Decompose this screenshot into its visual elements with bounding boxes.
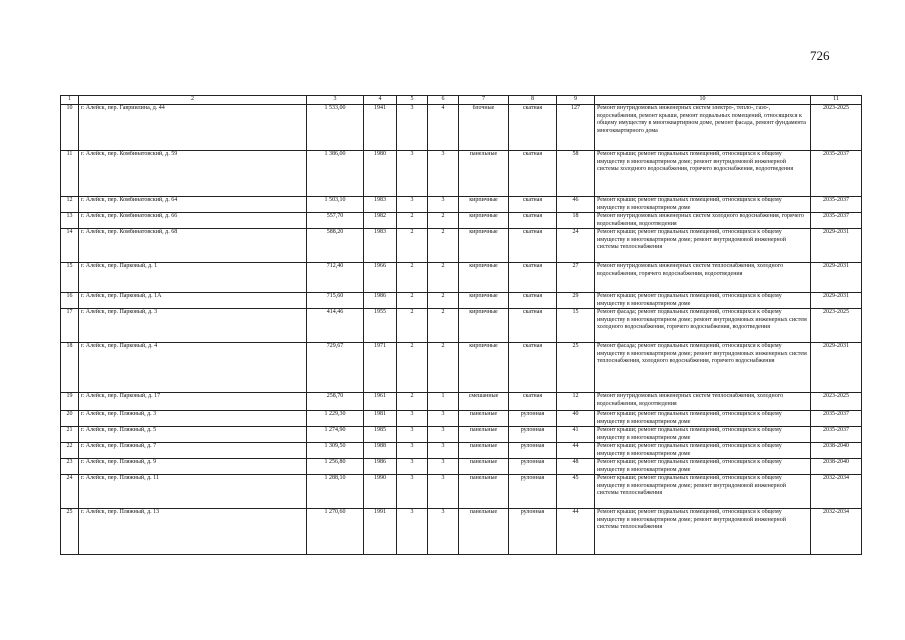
period-cell: 2032-2034 (811, 509, 862, 555)
table-row (61, 427, 862, 443)
period-cell: 2023-2025 (811, 309, 862, 343)
table-row (61, 443, 862, 459)
address-cell: г. Алейск, пер. Пляжный, д. 9 (79, 459, 307, 475)
row-number: 21 (61, 427, 79, 443)
wall-material-cell: смешанные (459, 393, 509, 411)
table-row (61, 475, 862, 509)
residents-cell: 29 (557, 293, 595, 309)
entrances-cell: 3 (428, 443, 459, 459)
column-number: 4 (364, 96, 397, 105)
year-cell: 1986 (364, 459, 397, 475)
column-number: 3 (307, 96, 364, 105)
entrances-cell: 3 (428, 411, 459, 427)
year-cell: 1985 (364, 427, 397, 443)
floors-cell: 3 (397, 105, 428, 151)
works-cell: Ремонт крыши; ремонт подвальных помещений, относящихся к общему имуществу в многоквартирном доме (595, 411, 811, 427)
year-cell: 1986 (364, 293, 397, 309)
row-number: 12 (61, 197, 79, 213)
floors-cell: 2 (397, 393, 428, 411)
area-cell: 1 256,80 (307, 459, 364, 475)
year-cell: 1988 (364, 443, 397, 459)
year-cell: 1991 (364, 509, 397, 555)
column-number: 6 (428, 96, 459, 105)
table-row (61, 309, 862, 343)
area-cell: 258,70 (307, 393, 364, 411)
year-cell: 1966 (364, 263, 397, 293)
wall-material-cell: кирпичные (459, 229, 509, 263)
row-number: 18 (61, 343, 79, 393)
residents-cell: 45 (557, 475, 595, 509)
wall-material-cell: панельные (459, 427, 509, 443)
area-cell: 729,67 (307, 343, 364, 393)
address-cell: г. Алейск, пер. Комбинатовский, д. 64 (79, 197, 307, 213)
roof-type-cell: рулонная (509, 427, 557, 443)
address-cell: г. Алейск, пер. Парковый, д. 1А (79, 293, 307, 309)
entrances-cell: 3 (428, 151, 459, 197)
residents-cell: 18 (557, 213, 595, 229)
row-number: 24 (61, 475, 79, 509)
row-number: 16 (61, 293, 79, 309)
wall-material-cell: кирпичные (459, 197, 509, 213)
column-number: 2 (79, 96, 307, 105)
floors-cell: 3 (397, 459, 428, 475)
floors-cell: 3 (397, 411, 428, 427)
area-cell: 1 288,10 (307, 475, 364, 509)
floors-cell: 2 (397, 263, 428, 293)
entrances-cell: 2 (428, 229, 459, 263)
row-number: 17 (61, 309, 79, 343)
table-row (61, 459, 862, 475)
roof-type-cell: скатная (509, 197, 557, 213)
entrances-cell: 2 (428, 309, 459, 343)
table-row (61, 229, 862, 263)
wall-material-cell: кирпичные (459, 263, 509, 293)
area-cell: 414,46 (307, 309, 364, 343)
floors-cell: 3 (397, 151, 428, 197)
column-number: 1 (61, 96, 79, 105)
address-cell: г. Алейск, пер. Комбинатовский, д. 59 (79, 151, 307, 197)
floors-cell: 2 (397, 213, 428, 229)
row-number: 22 (61, 443, 79, 459)
area-cell: 1 270,60 (307, 509, 364, 555)
page-number: 726 (810, 48, 830, 63)
address-cell: г. Алейск, пер. Парковый, д. 3 (79, 309, 307, 343)
column-number-row (61, 96, 862, 105)
roof-type-cell: скатная (509, 309, 557, 343)
wall-material-cell: панельные (459, 475, 509, 509)
residents-cell: 24 (557, 229, 595, 263)
address-cell: г. Алейск, пер. Пляжный, д. 11 (79, 475, 307, 509)
period-cell: 2029-2031 (811, 229, 862, 263)
roof-type-cell: скатная (509, 151, 557, 197)
area-cell: 588,20 (307, 229, 364, 263)
floors-cell: 3 (397, 427, 428, 443)
table-row (61, 393, 862, 411)
period-cell: 2032-2034 (811, 475, 862, 509)
wall-material-cell: кирпичные (459, 293, 509, 309)
area-cell: 1 309,50 (307, 443, 364, 459)
period-cell: 2035-2037 (811, 213, 862, 229)
residents-cell: 27 (557, 263, 595, 293)
column-number: 7 (459, 96, 509, 105)
row-number: 15 (61, 263, 79, 293)
roof-type-cell: скатная (509, 229, 557, 263)
address-cell: г. Алейск, пер. Пляжный, д. 3 (79, 411, 307, 427)
roof-type-cell: скатная (509, 293, 557, 309)
works-cell: Ремонт крыши; ремонт подвальных помещений, относящихся к общему имуществу в многоквартирном доме (595, 427, 811, 443)
address-cell: г. Алейск, пер. Пляжный, д. 13 (79, 509, 307, 555)
roof-type-cell: скатная (509, 213, 557, 229)
year-cell: 1983 (364, 197, 397, 213)
area-cell: 715,60 (307, 293, 364, 309)
year-cell: 1971 (364, 343, 397, 393)
floors-cell: 2 (397, 229, 428, 263)
roof-type-cell: рулонная (509, 459, 557, 475)
works-cell: Ремонт крыши; ремонт подвальных помещений, относящихся к общему имуществу в многоквартирном доме (595, 197, 811, 213)
table-row (61, 263, 862, 293)
residents-cell: 40 (557, 411, 595, 427)
entrances-cell: 1 (428, 393, 459, 411)
table-row (61, 293, 862, 309)
wall-material-cell: кирпичные (459, 309, 509, 343)
entrances-cell: 2 (428, 293, 459, 309)
entrances-cell: 3 (428, 197, 459, 213)
works-cell: Ремонт крыши; ремонт подвальных помещений, относящихся к общему имуществу в многоквартирном доме (595, 293, 811, 309)
wall-material-cell: панельные (459, 443, 509, 459)
year-cell: 1981 (364, 411, 397, 427)
table-row (61, 105, 862, 151)
works-cell: Ремонт фасада; ремонт подвальных помещений, относящихся к общему имуществу в многоквартирном доме; ремонт внутридомовых инженерных систем теплоснабжения, холодного водоснабжения, горячего водоснабжения (595, 343, 811, 393)
residents-cell: 44 (557, 509, 595, 555)
entrances-cell: 3 (428, 427, 459, 443)
floors-cell: 2 (397, 293, 428, 309)
wall-material-cell: кирпичные (459, 213, 509, 229)
column-number: 9 (557, 96, 595, 105)
address-cell: г. Алейск, пер. Парковый, д. 1 (79, 263, 307, 293)
wall-material-cell: панельные (459, 411, 509, 427)
entrances-cell: 3 (428, 475, 459, 509)
works-cell: Ремонт крыши; ремонт подвальных помещений, относящихся к общему имуществу в многоквартирном доме; ремонт внутридомовой инженерной системы теплоснабжения (595, 509, 811, 555)
wall-material-cell: панельные (459, 151, 509, 197)
year-cell: 1941 (364, 105, 397, 151)
entrances-cell: 3 (428, 459, 459, 475)
period-cell: 2038-2040 (811, 443, 862, 459)
row-number: 11 (61, 151, 79, 197)
period-cell: 2035-2037 (811, 151, 862, 197)
residents-cell: 41 (557, 427, 595, 443)
works-cell: Ремонт внутридомовых инженерных систем теплоснабжения, холодного водоснабжения, водоотведения (595, 393, 811, 411)
area-cell: 1 274,90 (307, 427, 364, 443)
row-number: 25 (61, 509, 79, 555)
area-cell: 557,70 (307, 213, 364, 229)
roof-type-cell: скатная (509, 393, 557, 411)
residents-cell: 25 (557, 343, 595, 393)
period-cell: 2035-2037 (811, 411, 862, 427)
works-cell: Ремонт крыши; ремонт подвальных помещений, относящихся к общему имуществу в многоквартирном доме; ремонт внутридомовой инженерной системы холодного водоснабжения, горячего водоснабжения, водоотведения (595, 151, 811, 197)
table-row (61, 343, 862, 393)
floors-cell: 3 (397, 475, 428, 509)
year-cell: 1982 (364, 213, 397, 229)
residents-cell: 12 (557, 393, 595, 411)
address-cell: г. Алейск, пер. Комбинатовский, д. 68 (79, 229, 307, 263)
period-cell: 2035-2037 (811, 427, 862, 443)
works-cell: Ремонт внутридомовых инженерных систем теплоснабжения, холодного водоснабжения, горячего водоснабжения, водоотведения (595, 263, 811, 293)
roof-type-cell: рулонная (509, 443, 557, 459)
wall-material-cell: блочные (459, 105, 509, 151)
row-number: 20 (61, 411, 79, 427)
period-cell: 2035-2037 (811, 197, 862, 213)
roof-type-cell: скатная (509, 343, 557, 393)
year-cell: 1983 (364, 229, 397, 263)
year-cell: 1980 (364, 151, 397, 197)
year-cell: 1955 (364, 309, 397, 343)
entrances-cell: 2 (428, 263, 459, 293)
wall-material-cell: панельные (459, 509, 509, 555)
address-cell: г. Алейск, пер. Пляжный, д. 7 (79, 443, 307, 459)
residents-cell: 58 (557, 151, 595, 197)
entrances-cell: 4 (428, 105, 459, 151)
row-number: 10 (61, 105, 79, 151)
works-cell: Ремонт крыши; ремонт подвальных помещений, относящихся к общему имуществу в многоквартирном доме (595, 459, 811, 475)
row-number: 19 (61, 393, 79, 411)
floors-cell: 2 (397, 309, 428, 343)
area-cell: 1 229,30 (307, 411, 364, 427)
roof-type-cell: скатная (509, 263, 557, 293)
table-row (61, 197, 862, 213)
residents-cell: 48 (557, 459, 595, 475)
works-cell: Ремонт крыши; ремонт подвальных помещений, относящихся к общему имуществу в многоквартирном доме (595, 443, 811, 459)
period-cell: 2023-2025 (811, 393, 862, 411)
area-cell: 1 533,00 (307, 105, 364, 151)
roof-type-cell: рулонная (509, 509, 557, 555)
area-cell: 712,40 (307, 263, 364, 293)
residents-cell: 15 (557, 309, 595, 343)
year-cell: 1990 (364, 475, 397, 509)
roof-type-cell: рулонная (509, 411, 557, 427)
table-row (61, 151, 862, 197)
period-cell: 2023-2025 (811, 105, 862, 151)
floors-cell: 3 (397, 197, 428, 213)
wall-material-cell: кирпичные (459, 343, 509, 393)
address-cell: г. Алейск, пер. Парковый, д. 17 (79, 393, 307, 411)
row-number: 14 (61, 229, 79, 263)
column-number: 10 (595, 96, 811, 105)
table-row (61, 411, 862, 427)
address-cell: г. Алейск, пер. Пляжный, д. 5 (79, 427, 307, 443)
period-cell: 2029-2031 (811, 263, 862, 293)
row-number: 13 (61, 213, 79, 229)
works-cell: Ремонт внутридомовых инженерных систем холодного водоснабжения, горячего водоснабжения, водоотведения (595, 213, 811, 229)
entrances-cell: 3 (428, 509, 459, 555)
works-cell: Ремонт крыши; ремонт подвальных помещений, относящихся к общему имуществу в многоквартирном доме; ремонт внутридомовой инженерной системы теплоснабжения (595, 229, 811, 263)
works-cell: Ремонт фасада; ремонт подвальных помещений, относящихся к общему имуществу в многоквартирном доме; ремонт внутридомовых инженерных систем холодного водоснабжения, горячего водоснабжения, водоотведения (595, 309, 811, 343)
residents-cell: 46 (557, 197, 595, 213)
row-number: 23 (61, 459, 79, 475)
roof-type-cell: рулонная (509, 475, 557, 509)
period-cell: 2029-2031 (811, 343, 862, 393)
works-cell: Ремонт крыши; ремонт подвальных помещений, относящихся к общему имуществу в многоквартирном доме; ремонт внутридомовой инженерной системы теплоснабжения (595, 475, 811, 509)
table-row (61, 213, 862, 229)
housing-repair-table (60, 95, 862, 555)
roof-type-cell: скатная (509, 105, 557, 151)
year-cell: 1961 (364, 393, 397, 411)
works-cell: Ремонт внутридомовых инженерных систем электро-, тепло-, газо-, водоснабжения, ремонт крыши, ремонт подвальных помещений, относящихся к общему имуществу в многоквартирном доме, ремонт фасада, ремонт фундамента многоквартирного дома (595, 105, 811, 151)
column-number: 11 (811, 96, 862, 105)
floors-cell: 3 (397, 509, 428, 555)
period-cell: 2029-2031 (811, 293, 862, 309)
table-row (61, 509, 862, 555)
address-cell: г. Алейск, пер. Гавриилина, д. 44 (79, 105, 307, 151)
floors-cell: 3 (397, 443, 428, 459)
entrances-cell: 2 (428, 213, 459, 229)
area-cell: 1 503,10 (307, 197, 364, 213)
entrances-cell: 2 (428, 343, 459, 393)
period-cell: 2038-2040 (811, 459, 862, 475)
residents-cell: 127 (557, 105, 595, 151)
column-number: 5 (397, 96, 428, 105)
wall-material-cell: панельные (459, 459, 509, 475)
address-cell: г. Алейск, пер. Комбинатовский, д. 66 (79, 213, 307, 229)
residents-cell: 44 (557, 443, 595, 459)
address-cell: г. Алейск, пер. Парковый, д. 4 (79, 343, 307, 393)
area-cell: 1 386,00 (307, 151, 364, 197)
column-number: 8 (509, 96, 557, 105)
floors-cell: 2 (397, 343, 428, 393)
